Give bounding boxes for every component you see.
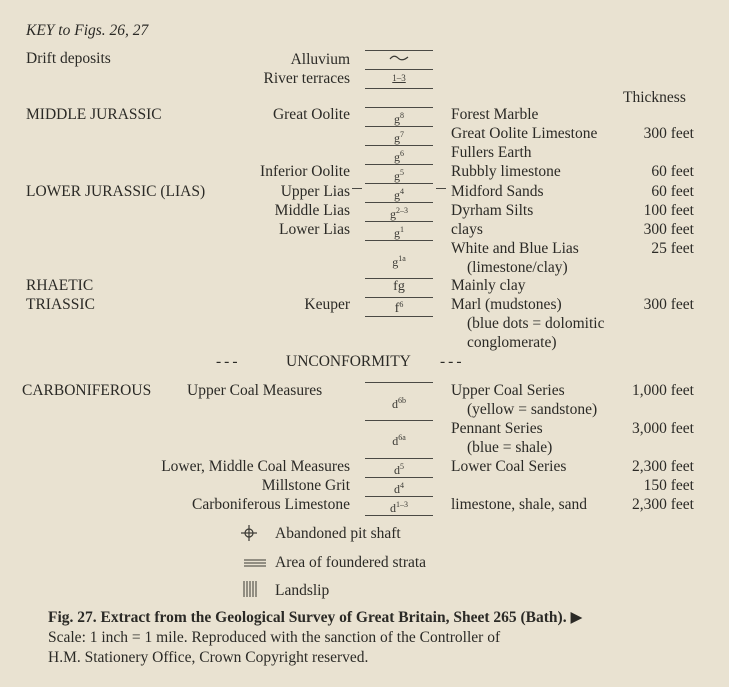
map-code: $g^4$ xyxy=(394,187,404,202)
unit-label: Keuper xyxy=(304,296,350,313)
key-rule xyxy=(365,164,433,165)
unit-label: Lower Lias xyxy=(278,221,350,238)
map-code: $d^5$ xyxy=(394,462,404,477)
foundered-strata-icon xyxy=(244,556,266,574)
figure-caption-copyright: H.M. Stationery Office, Crown Copyright reserved. xyxy=(48,649,369,666)
map-code: $d^{6a}$ xyxy=(392,433,406,448)
map-code: $d^{1-3}$ xyxy=(390,500,408,515)
key-rule xyxy=(365,382,433,383)
map-code: $g^7$ xyxy=(394,130,404,145)
description: Dyrham Silts xyxy=(451,202,534,219)
thickness: 300 feet xyxy=(643,221,694,238)
key-title: KEY to Figs. 26, 27 xyxy=(26,22,149,39)
unit-label: Inferior Oolite xyxy=(260,163,350,180)
alluvium-symbol xyxy=(365,52,433,67)
description: Upper Coal Series xyxy=(451,382,565,399)
unit-label: Millstone Grit xyxy=(261,477,350,494)
key-rule xyxy=(365,515,433,516)
unconformity-dashes-right: --- xyxy=(440,353,465,370)
boundary-dash xyxy=(436,188,446,189)
description: Forest Marble xyxy=(451,106,539,123)
figure-caption-title: Fig. 27. Extract from the Geological Survey of Great Britain, Sheet 265 (Bath). ▶ xyxy=(48,609,583,626)
unit-label: Upper Coal Measures xyxy=(187,382,323,399)
pit-shaft-icon xyxy=(240,524,258,547)
unconformity-label: UNCONFORMITY xyxy=(286,353,411,370)
key-rule xyxy=(365,69,433,70)
unconformity-dashes-left: --- xyxy=(216,353,241,370)
thickness: 150 feet xyxy=(643,477,694,494)
unit-label: Lower, Middle Coal Measures xyxy=(161,458,350,475)
key-rule xyxy=(365,50,433,51)
description-note: (blue = shale) xyxy=(467,439,553,456)
description: Fullers Earth xyxy=(451,144,532,161)
thickness: 2,300 feet xyxy=(632,496,694,513)
key-rule xyxy=(365,202,433,203)
thickness: 25 feet xyxy=(651,240,694,257)
unit-label: Great Oolite xyxy=(272,106,350,123)
thickness: 60 feet xyxy=(651,183,694,200)
key-rule xyxy=(365,477,433,478)
key-rule xyxy=(365,107,433,108)
map-code: $f^6$ xyxy=(394,300,404,316)
thickness: 1,000 feet xyxy=(632,382,694,399)
map-code: $g^5$ xyxy=(394,168,404,183)
unit-label: Carboniferous Limestone xyxy=(192,496,350,513)
key-rule xyxy=(365,88,433,89)
group-middle-jurassic: MIDDLE JURASSIC xyxy=(26,106,162,123)
boundary-dash xyxy=(352,188,362,189)
description: Mainly clay xyxy=(451,277,526,294)
description: Great Oolite Limestone xyxy=(451,125,598,142)
group-lower-jurassic: LOWER JURASSIC (LIAS) xyxy=(26,183,206,200)
description: Lower Coal Series xyxy=(451,458,567,475)
unit-label: River terraces xyxy=(263,70,350,87)
map-code: $g^{1a}$ xyxy=(392,254,406,269)
key-rule xyxy=(365,458,433,459)
group-rhaetic: RHAETIC xyxy=(26,277,94,294)
key-rule xyxy=(365,221,433,222)
description: Pennant Series xyxy=(451,420,543,437)
thickness: 300 feet xyxy=(643,125,694,142)
figure-caption-scale: Scale: 1 inch = 1 mile. Reproduced with the sanction of the Controller of xyxy=(48,629,501,646)
thickness: 3,000 feet xyxy=(632,420,694,437)
thickness: 300 feet xyxy=(643,296,694,313)
group-triassic: TRIASSIC xyxy=(26,296,95,313)
description-note: conglomerate) xyxy=(467,334,557,351)
key-rule xyxy=(365,126,433,127)
map-code: $g^1$ xyxy=(394,225,404,240)
thickness: 2,300 feet xyxy=(632,458,694,475)
map-code: fg xyxy=(393,279,405,294)
unit-label: Upper Lias xyxy=(280,183,350,200)
unit-label: Middle Lias xyxy=(274,202,350,219)
key-rule xyxy=(365,496,433,497)
description-note: (limestone/clay) xyxy=(467,259,568,276)
symbol-label-landslip: Landslip xyxy=(275,582,330,599)
key-rule xyxy=(365,240,433,241)
description-note: (yellow = sandstone) xyxy=(467,401,598,418)
map-code: $g^{2-3}$ xyxy=(390,206,408,221)
map-code: $d^{6b}$ xyxy=(392,396,406,411)
map-code: $g^8$ xyxy=(394,111,404,126)
key-rule xyxy=(365,420,433,421)
description: Marl (mudstones) xyxy=(451,296,562,313)
description: clays xyxy=(451,221,483,238)
key-rule xyxy=(365,183,433,184)
arrow-right-icon: ▶ xyxy=(570,609,583,626)
unit-label: Alluvium xyxy=(290,51,350,68)
thickness-header: Thickness xyxy=(623,89,686,106)
group-carboniferous: CARBONIFEROUS xyxy=(22,382,152,399)
description: Rubbly limestone xyxy=(451,163,561,180)
description: White and Blue Lias xyxy=(451,240,579,257)
symbol-label-pit: Abandoned pit shaft xyxy=(275,525,401,542)
landslip-icon xyxy=(242,580,258,603)
map-code: $d^4$ xyxy=(394,481,404,496)
description: Midford Sands xyxy=(451,183,544,200)
symbol-label-foundered: Area of foundered strata xyxy=(275,554,427,571)
key-rule xyxy=(365,316,433,317)
group-drift: Drift deposits xyxy=(26,50,111,67)
description-note: (blue dots = dolomitic xyxy=(467,315,605,332)
thickness: 60 feet xyxy=(651,163,694,180)
key-rule xyxy=(365,145,433,146)
map-code: 1–3 xyxy=(392,73,406,83)
thickness: 100 feet xyxy=(643,202,694,219)
map-code: $g^6$ xyxy=(394,149,404,164)
description: limestone, shale, sand xyxy=(451,496,588,513)
